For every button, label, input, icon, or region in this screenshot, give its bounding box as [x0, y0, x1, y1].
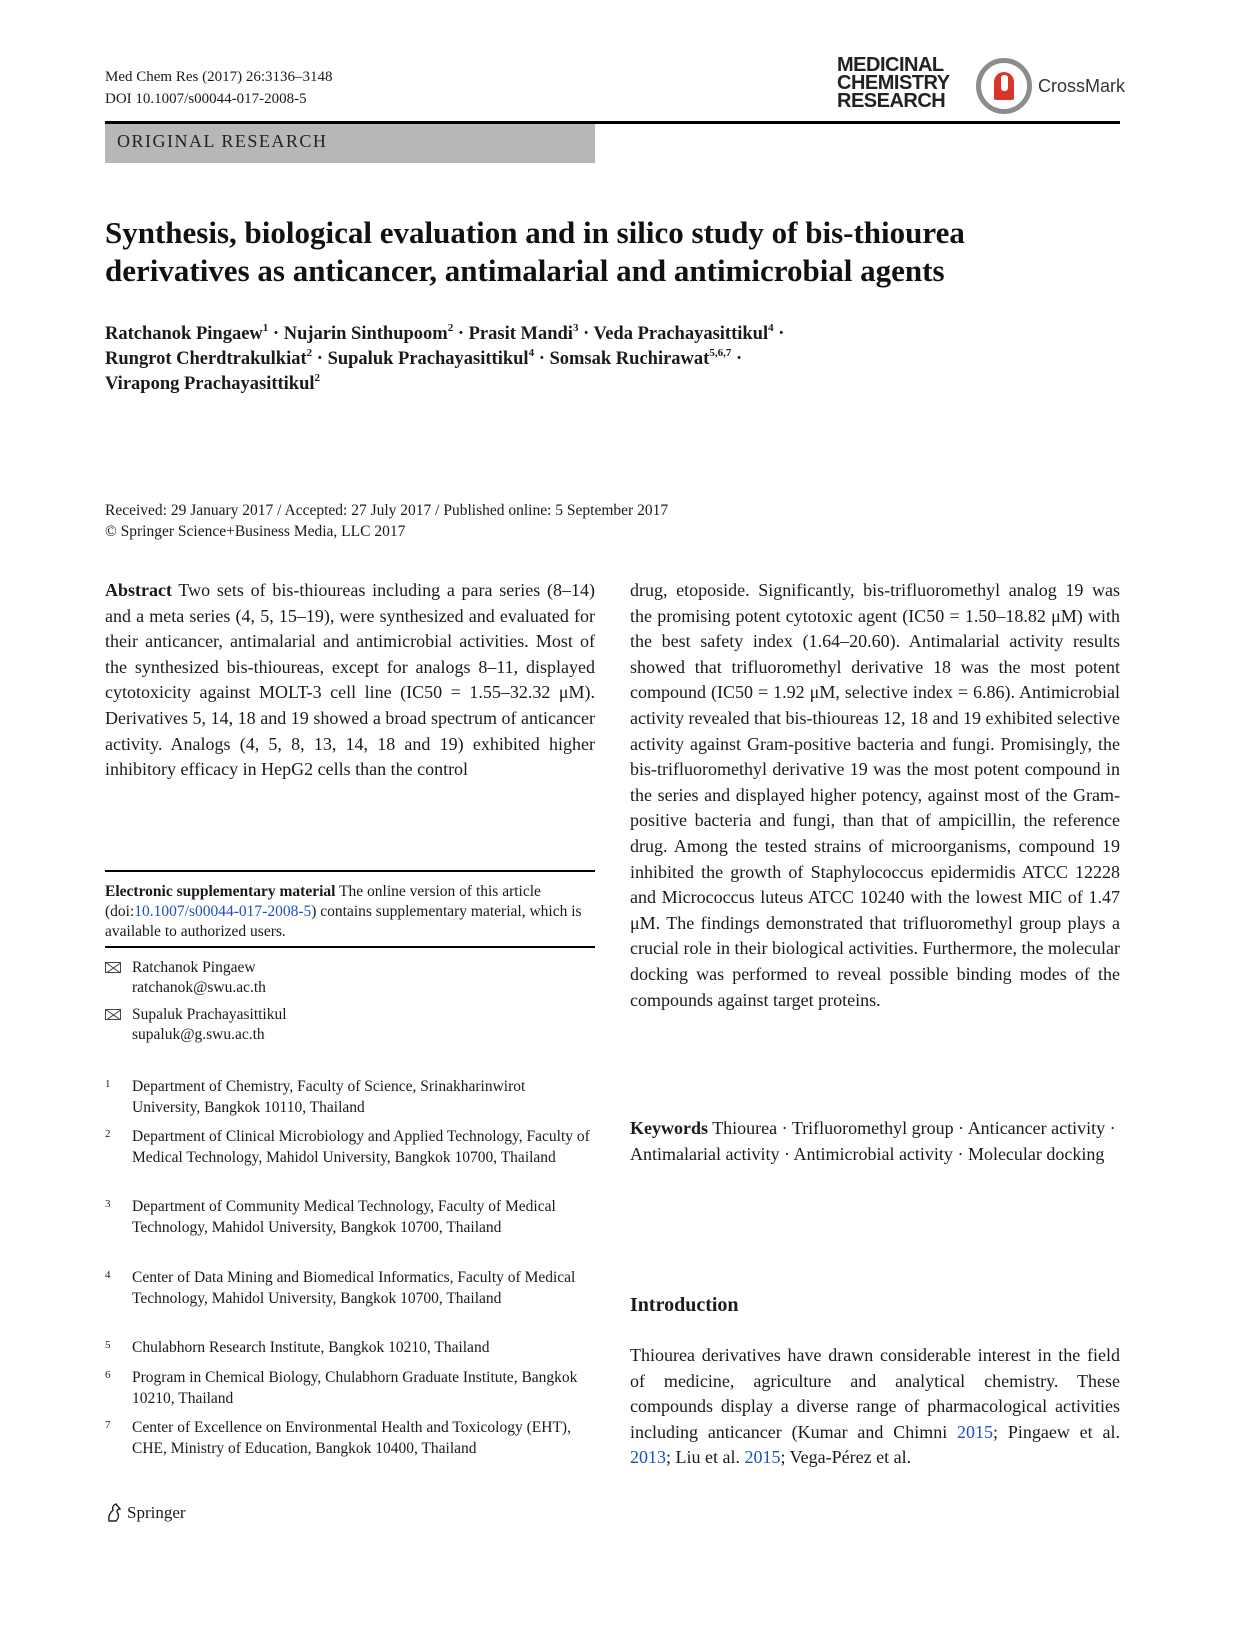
envelope-icon: [105, 958, 132, 998]
esm-rule-bottom: [105, 946, 595, 948]
introduction-heading: Introduction: [630, 1294, 739, 1316]
keyword: Antimicrobial activity: [793, 1143, 953, 1164]
envelope-icon: [105, 1005, 132, 1045]
contact-email[interactable]: supaluk@g.swu.ac.th: [132, 1026, 265, 1043]
contact-item: [105, 958, 595, 998]
keyword: Trifluoromethyl group: [791, 1118, 954, 1138]
journal-logo: MEDICINAL CHEMISTRY RESEARCH: [837, 54, 950, 112]
publication-dates: [105, 500, 668, 542]
affiliation: 5 Chulabhorn Research Institute, Bangkok 10210, Thailand: [105, 1339, 490, 1356]
springer-horse-icon: [105, 1503, 123, 1523]
author: Somsak Ruchirawat: [549, 349, 710, 369]
abstract-label: Abstract: [105, 580, 172, 600]
affiliation: 2 Department of Clinical Microbiology and Applied Technology, Faculty of Medical Technology, Mahidol University, Bangkok 10700, Thailand: [105, 1128, 590, 1166]
abstract-text-left: Two sets of bis-thioureas including a para series (8–14) and a meta series (4, 5, 15–19), were synthesized and evaluated for their anticancer, antimalarial and antimicrobial activities. Most of the synthesized bis-thioureas, except for analogs 8–11, displayed cytotoxicity against MOLT-3 cell line (IC50 = 1.55–32.32 μM). Derivatives 5, 14, 18 and 19 showed a broad spectrum of anticancer activity. Analogs (4, 5, 8, 13, 14, 18 and 19) exhibited higher inhibitory efficacy in HepG2 cells than the control: [105, 580, 595, 780]
keywords-label: Keywords: [630, 1118, 708, 1138]
esm-label: Electronic supplementary material: [105, 883, 336, 900]
author: Rungrot Cherdtrakulkiat: [105, 349, 307, 369]
dates-line: Received: 29 January 2017 / Accepted: 27 July 2017 / Published online: 5 September 2017: [105, 502, 669, 519]
contact-name: Ratchanok Pingaew: [132, 959, 256, 976]
citation-link[interactable]: 2015: [744, 1447, 781, 1468]
crossmark-label: CrossMark: [1038, 75, 1126, 96]
abstract-left: [105, 578, 595, 783]
author: Prasit Mandi: [468, 324, 573, 344]
esm-doi-link[interactable]: 10.1007/s00044-017-2008-5: [134, 903, 312, 920]
affiliation: 3 Department of Community Medical Technology, Faculty of Medical Technology, Mahidol University, Bangkok 10700, Thailand: [105, 1198, 556, 1236]
publisher-footer: [105, 1503, 186, 1523]
doi: DOI 10.1007/s00044-017-2008-5: [105, 91, 307, 107]
crossmark-button[interactable]: [976, 58, 1125, 114]
esm-rule-top: [105, 870, 595, 872]
affiliation: 4 Center of Data Mining and Biomedical Informatics, Faculty of Medical Technology, Mahidol University, Bangkok 10700, Thailand: [105, 1269, 576, 1307]
section-banner: ORIGINAL RESEARCH: [105, 124, 595, 163]
publisher-name: Springer: [127, 1503, 186, 1522]
keyword: Antimalarial activity: [630, 1143, 780, 1164]
affiliation: 1 Department of Chemistry, Faculty of Science, Srinakharinwirot University, Bangkok 10110, Thailand: [105, 1078, 526, 1116]
keyword: Molecular docking: [967, 1143, 1105, 1164]
author: Virapong Prachayasittikul: [105, 374, 315, 394]
contact-name: Supaluk Prachayasittikul: [132, 1006, 287, 1023]
author-list: Ratchanok Pingaew$^1$ · Nujarin Sinthupoom$^2$ · Prasit Mandi$^3$ · Veda Prachayasittikul$^4$ · Rungrot Cherdtrakulkiat$^2$ · Supaluk Prachayasittikul$^4$ · Somsak Ruchirawat$^{5,6,7}$ · Virapong Prachayasittikul$^2$: [105, 322, 785, 394]
supplementary-note: Electronic supplementary material The online version of this article (doi:10.1007/s00044-017-2008-5) contains supplementary material, which is available to authorized users.: [105, 883, 582, 940]
keyword: Anticancer activity: [967, 1118, 1106, 1138]
citation-link[interactable]: 2015: [957, 1421, 994, 1442]
abstract-right: [630, 578, 1120, 1013]
abstract-text-right: drug, etoposide. Significantly, bis-trifluoromethyl analog 19 was the promising potent cytotoxic agent (IC50 = 1.50–18.82 μM) with the best safety index (1.64–20.60). Antimalarial activity results showed that trifluoromethyl derivative 18 was the most potent compound (IC50 = 1.92 μM, selective index = 6.86). Antimicrobial activity revealed that bis-thioureas 12, 18 and 19 exhibited selective activity against Gram-positive bacteria and fungi. Promisingly, the bis-trifluoromethyl derivative 19 was the most potent compound in the series and displayed higher potency, against most of the Gram-positive bacteria and fungi, than that of ampicillin, the reference drug. Among the tested strains of microorganisms, compound 19 inhibited the growth of Staphylococcus epidermidis ATCC 12228 and Micrococcus luteus ATCC 10240 with the lowest MIC of 1.47 μM. The findings demonstrated that trifluoromethyl group plays a crucial role in their biological activities. Furthermore, the molecular docking was performed to reveal possible binding modes of the compounds against target proteins.: [630, 580, 1120, 1010]
keywords: Keywords Thiourea · Trifluoromethyl group · Anticancer activity · Antimalarial activity · Antimicrobial activity · Molecular docking: [630, 1118, 1116, 1164]
author: Veda Prachayasittikul: [593, 324, 769, 344]
author: Nujarin Sinthupoom: [283, 324, 448, 344]
crossmark-icon: [976, 58, 1032, 114]
paper-title: Synthesis, biological evaluation and in silico study of bis-thiourea derivatives as anticancer, antimalarial and antimicrobial agents: [105, 215, 965, 288]
affiliation: 7 Center of Excellence on Environmental Health and Toxicology (EHT), CHE, Ministry of Education, Bangkok 10400, Thailand: [105, 1419, 571, 1457]
contact-item: [105, 1005, 595, 1045]
copyright: © Springer Science+Business Media, LLC 2017: [105, 523, 406, 540]
contact-email[interactable]: ratchanok@swu.ac.th: [132, 979, 266, 996]
citation-link[interactable]: 2013: [630, 1447, 666, 1468]
introduction-text: Thiourea derivatives have drawn considerable interest in the field of medicine, agriculture and analytical chemistry. These compounds display a diverse range of pharmacological activities including anticancer (Kumar and Chimni 2015; Pingaew et al. 2013; Liu et al. 2015; Vega-Pérez et al.: [630, 1345, 1120, 1468]
author: Supaluk Prachayasittikul: [327, 349, 529, 369]
citation: Med Chem Res (2017) 26:3136–3148: [105, 69, 333, 85]
keyword: Thiourea: [712, 1118, 778, 1138]
article-header: [105, 66, 332, 110]
author: Ratchanok Pingaew: [105, 324, 263, 344]
affiliation: 6 Program in Chemical Biology, Chulabhorn Graduate Institute, Bangkok 10210, Thailand: [105, 1369, 578, 1407]
